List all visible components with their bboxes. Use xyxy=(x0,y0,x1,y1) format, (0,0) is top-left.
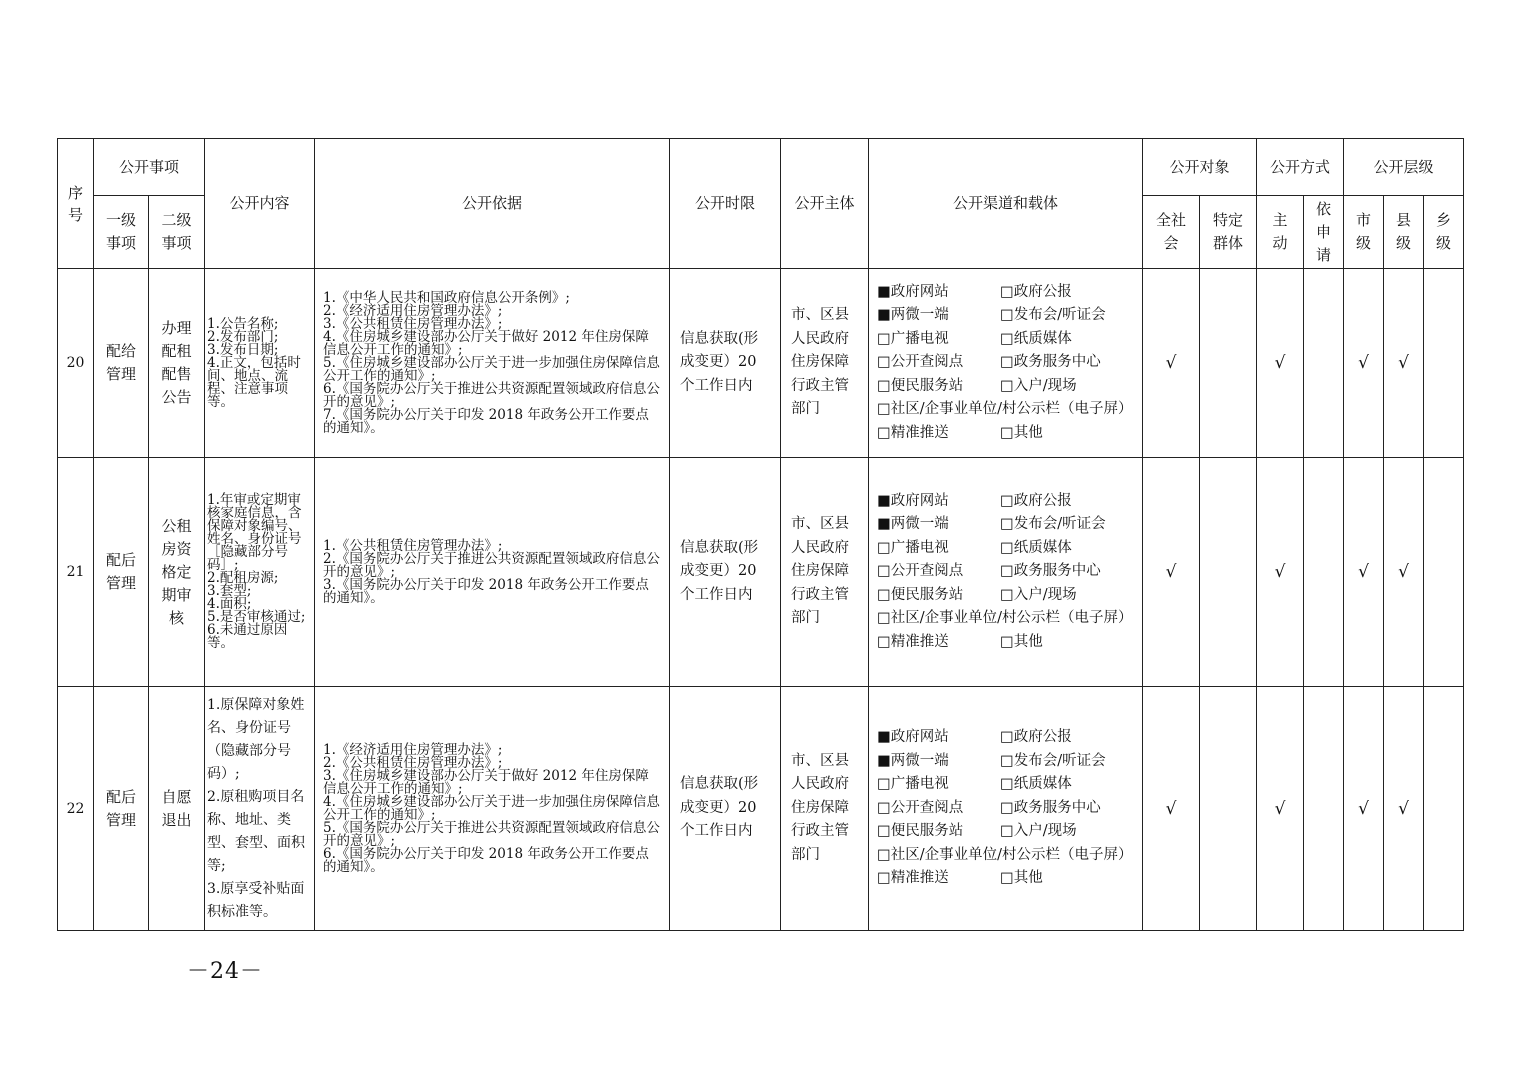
basis-line: 1.《公共租赁住房管理办法》; xyxy=(323,537,503,554)
header-target-specific: 特定群体 xyxy=(1200,196,1257,269)
mark-level-city: √ xyxy=(1344,458,1384,687)
channel-option: □便民服务站 xyxy=(877,586,964,603)
row-seq: 20 xyxy=(58,269,94,458)
row-content xyxy=(205,458,315,687)
content-line: 3.原享受补贴面积标准等。 xyxy=(207,880,305,920)
channel-option: □便民服务站 xyxy=(877,377,964,394)
mark-level-county: √ xyxy=(1384,458,1424,687)
channel-option: □广播电视 xyxy=(877,539,949,556)
table-row xyxy=(58,269,1464,458)
header-basis: 公开依据 xyxy=(315,139,670,269)
mark-target-specific xyxy=(1200,687,1257,931)
channel-option: □纸质媒体 xyxy=(1000,539,1072,556)
mark-level-county: √ xyxy=(1384,269,1424,458)
content-line: 2.原租购项目名称、地址、类型、套型、面积等; xyxy=(207,788,306,874)
content-line: 4.正文，包括时间、地点、流程、注意事项等。 xyxy=(207,354,301,410)
channel-option: □精准推送 xyxy=(877,633,949,650)
mark-method-apply xyxy=(1304,269,1344,458)
basis-line: 3.《国务院办公厅关于印发 2018 年政务公开工作要点的通知》。 xyxy=(323,576,649,606)
channel-option: □发布会/听证会 xyxy=(1000,516,1106,533)
mark-level-township xyxy=(1424,269,1464,458)
mark-target-all: √ xyxy=(1143,458,1200,687)
basis-line: 5.《住房城乡建设部办公厅关于进一步加强住房保障信息公开工作的通知》; xyxy=(323,354,660,384)
row-channel xyxy=(869,458,1143,687)
disclosure-table xyxy=(57,138,1464,931)
channel-option: □政务服务中心 xyxy=(1000,563,1101,580)
row-level1: 配后管理 xyxy=(94,687,149,931)
channel-option: □公开查阅点 xyxy=(877,354,964,371)
channel-option: □便民服务站 xyxy=(877,823,964,840)
basis-line: 3.《公共租赁住房管理办法》; xyxy=(323,315,503,332)
channel-option: □纸质媒体 xyxy=(1000,330,1072,347)
row-content xyxy=(205,269,315,458)
channel-option: ■两微一端 xyxy=(877,516,949,533)
content-line: 5.是否审核通过; xyxy=(207,609,306,625)
row-basis xyxy=(315,458,670,687)
channel-option: □入户/现场 xyxy=(1000,823,1077,840)
table-body xyxy=(58,269,1464,931)
header-channel: 公开渠道和载体 xyxy=(869,139,1143,269)
page-number: －24－ xyxy=(187,959,263,984)
content-line: 3.套型; xyxy=(207,583,252,599)
row-time-limit: 信息获取(形成变更）20个工作日内 xyxy=(670,269,781,458)
mark-target-all: √ xyxy=(1143,687,1200,931)
header-target-group: 公开对象 xyxy=(1143,139,1257,196)
mark-method-active: √ xyxy=(1257,687,1304,931)
row-level1: 配后管理 xyxy=(94,458,149,687)
channel-option: □社区/企事业单位/村公示栏（电子屏） xyxy=(877,401,1133,418)
content-line: 1.原保障对象姓名、身份证号（隐藏部分号码）; xyxy=(207,696,305,782)
basis-line: 2.《公共租赁住房管理办法》; xyxy=(323,754,503,771)
basis-line: 4.《住房城乡建设部办公厅关于进一步加强住房保障信息公开工作的通知》; xyxy=(323,793,660,823)
header-method-active: 主动 xyxy=(1257,196,1304,269)
content-line: 3.发布日期; xyxy=(207,341,279,358)
mark-method-apply xyxy=(1304,458,1344,687)
channel-option: ■政府网站 xyxy=(877,492,949,509)
row-content xyxy=(205,687,315,931)
channel-option: □广播电视 xyxy=(877,776,949,793)
channel-option: □发布会/听证会 xyxy=(1000,752,1106,769)
row-subject: 市、区县人民政府住房保障行政主管部门 xyxy=(781,458,869,687)
header-items-group: 公开事项 xyxy=(94,139,205,196)
channel-option: ■两微一端 xyxy=(877,752,949,769)
row-seq: 21 xyxy=(58,458,94,687)
mark-target-specific xyxy=(1200,458,1257,687)
channel-option: □精准推送 xyxy=(877,424,949,441)
table-row xyxy=(58,687,1464,931)
content-line: 1.公告名称; xyxy=(207,315,279,332)
channel-option: □广播电视 xyxy=(877,330,949,347)
channel-option: □精准推送 xyxy=(877,870,949,887)
channel-option: □政务服务中心 xyxy=(1000,354,1101,371)
content-line: 4.面积; xyxy=(207,596,252,612)
mark-method-apply xyxy=(1304,687,1344,931)
row-time-limit: 信息获取(形成变更）20个工作日内 xyxy=(670,687,781,931)
channel-option: ■政府网站 xyxy=(877,729,949,746)
mark-level-township xyxy=(1424,687,1464,931)
basis-line: 7.《国务院办公厅关于印发 2018 年政务公开工作要点的通知》。 xyxy=(323,406,649,436)
basis-line: 1.《中华人民共和国政府信息公开条例》; xyxy=(323,289,570,306)
header-method-apply: 依申请 xyxy=(1304,196,1344,269)
mark-level-city: √ xyxy=(1344,687,1384,931)
header-content: 公开内容 xyxy=(205,139,315,269)
channel-option: □公开查阅点 xyxy=(877,563,964,580)
row-level2: 公租房资格定期审核 xyxy=(149,458,205,687)
channel-option: □发布会/听证会 xyxy=(1000,307,1106,324)
mark-target-specific xyxy=(1200,269,1257,458)
channel-option: □政府公报 xyxy=(1000,729,1072,746)
row-basis xyxy=(315,687,670,931)
channel-option: □社区/企事业单位/村公示栏（电子屏） xyxy=(877,610,1133,627)
channel-option: □政务服务中心 xyxy=(1000,799,1101,816)
channel-option: □政府公报 xyxy=(1000,283,1072,300)
header-level-group: 公开层级 xyxy=(1344,139,1464,196)
basis-line: 2.《经济适用住房管理办法》; xyxy=(323,302,503,319)
row-level2: 办理配租配售公告 xyxy=(149,269,205,458)
row-time-limit: 信息获取(形成变更）20个工作日内 xyxy=(670,458,781,687)
channel-option: □政府公报 xyxy=(1000,492,1072,509)
basis-line: 2.《国务院办公厅关于推进公共资源配置领域政府信息公开的意见》; xyxy=(323,550,660,580)
channel-option: □入户/现场 xyxy=(1000,377,1077,394)
basis-line: 4.《住房城乡建设部办公厅关于做好 2012 年住房保障信息公开工作的通知》; xyxy=(323,328,649,358)
channel-option: □其他 xyxy=(1000,424,1043,441)
mark-level-township xyxy=(1424,458,1464,687)
basis-line: 1.《经济适用住房管理办法》; xyxy=(323,741,503,758)
header-target-all: 全社会 xyxy=(1143,196,1200,269)
channel-option: ■两微一端 xyxy=(877,307,949,324)
channel-option: □其他 xyxy=(1000,870,1043,887)
mark-method-active: √ xyxy=(1257,458,1304,687)
header-seq: 序号 xyxy=(58,139,94,269)
row-subject: 市、区县人民政府住房保障行政主管部门 xyxy=(781,269,869,458)
row-channel xyxy=(869,269,1143,458)
channel-option: □入户/现场 xyxy=(1000,586,1077,603)
row-level1: 配给管理 xyxy=(94,269,149,458)
basis-line: 6.《国务院办公厅关于推进公共资源配置领域政府信息公开的意见》; xyxy=(323,380,660,410)
header-subject: 公开主体 xyxy=(781,139,869,269)
header-level2: 二级事项 xyxy=(149,196,205,269)
row-subject: 市、区县人民政府住房保障行政主管部门 xyxy=(781,687,869,931)
header-level-city: 市级 xyxy=(1344,196,1384,269)
mark-level-city: √ xyxy=(1344,269,1384,458)
mark-method-active: √ xyxy=(1257,269,1304,458)
channel-option: □纸质媒体 xyxy=(1000,776,1072,793)
basis-line: 3.《住房城乡建设部办公厅关于做好 2012 年住房保障信息公开工作的通知》; xyxy=(323,767,649,797)
content-line: 6.未通过原因等。 xyxy=(207,622,288,651)
row-seq: 22 xyxy=(58,687,94,931)
channel-option: ■政府网站 xyxy=(877,283,949,300)
row-basis xyxy=(315,269,670,458)
header-level-county: 县级 xyxy=(1384,196,1424,269)
basis-line: 6.《国务院办公厅关于印发 2018 年政务公开工作要点的通知》。 xyxy=(323,845,649,875)
content-line: 2.配租房源; xyxy=(207,570,279,586)
content-line: 2.发布部门; xyxy=(207,328,279,345)
header-level-township: 乡级 xyxy=(1424,196,1464,269)
mark-target-all: √ xyxy=(1143,269,1200,458)
basis-line: 5.《国务院办公厅关于推进公共资源配置领域政府信息公开的意见》; xyxy=(323,819,660,849)
row-channel xyxy=(869,687,1143,931)
table-row xyxy=(58,458,1464,687)
header-method-group: 公开方式 xyxy=(1257,139,1344,196)
header-level1: 一级事项 xyxy=(94,196,149,269)
header-time-limit: 公开时限 xyxy=(670,139,781,269)
channel-option: □社区/企事业单位/村公示栏（电子屏） xyxy=(877,846,1133,863)
mark-level-county: √ xyxy=(1384,687,1424,931)
channel-option: □其他 xyxy=(1000,633,1043,650)
row-level2: 自愿退出 xyxy=(149,687,205,931)
content-line: 1.年审或定期审核家庭信息，含保障对象编号、姓名、身份证号［隐藏部分号码］; xyxy=(207,492,302,573)
channel-option: □公开查阅点 xyxy=(877,799,964,816)
